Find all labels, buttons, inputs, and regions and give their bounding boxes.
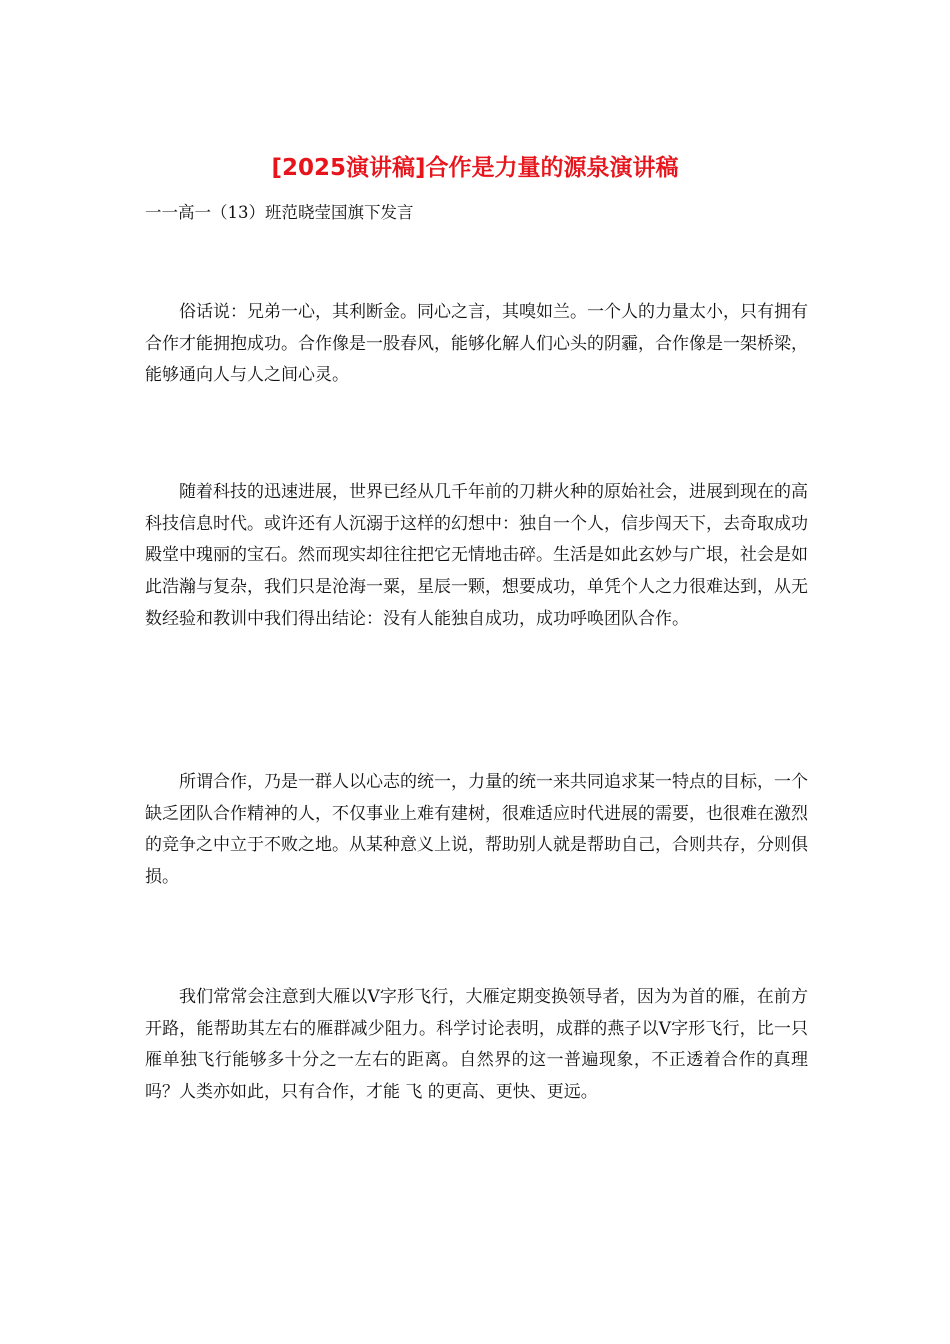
document-title: [2025演讲稿]合作是力量的源泉演讲稿 <box>271 155 679 181</box>
paragraph-3: 所谓合作，乃是一群人以心志的统一，力量的统一来共同追求某一特点的目标，一个缺乏团队合作精神的人，不仅事业上难有建树，很难适应时代进展的需要，也很难在激烈的竞争之中立于不败之地。从某种意义上说，帮助别人就是帮助自己，合则共存，分则俱损。 <box>145 772 808 888</box>
paragraph-4: 我们常常会注意到大雁以V字形飞行，大雁定期变换领导者，因为为首的雁，在前方开路，能帮助其左右的雁群减少阻力。科学讨论表明，成群的燕子以V字形飞行，比一只雁单独飞行能够多十分之一左右的距离。自然界的这一普遍现象，不正透着合作的真理吗？人类亦如此，只有合作，才能 飞 的更高、更快、更远。 <box>145 987 808 1103</box>
paragraph-2: 随着科技的迅速进展，世界已经从几千年前的刀耕火种的原始社会，进展到现在的高科技信息时代。或许还有人沉溺于这样的幻想中：独自一个人，信步闯天下，去奇取成功殿堂中瑰丽的宝石。然而现实却往往把它无情地击碎。生活是如此玄妙与广垠，社会是如此浩瀚与复杂，我们只是沧海一粟，星辰一颗，想要成功，单凭个人之力很难达到，从无数经验和教训中我们得出结论：没有人能独自成功，成功呼唤团队合作。 <box>145 482 808 629</box>
document-subtitle: 一一高一（13）班范晓莹国旗下发言 <box>145 203 414 222</box>
paragraph-1: 俗话说：兄弟一心，其利断金。同心之言，其嗅如兰。一个人的力量太小，只有拥有合作才能拥抱成功。合作像是一股春风，能够化解人们心头的阴霾，合作像是一架桥梁，能够通向人与人之间心灵。 <box>145 302 808 386</box>
